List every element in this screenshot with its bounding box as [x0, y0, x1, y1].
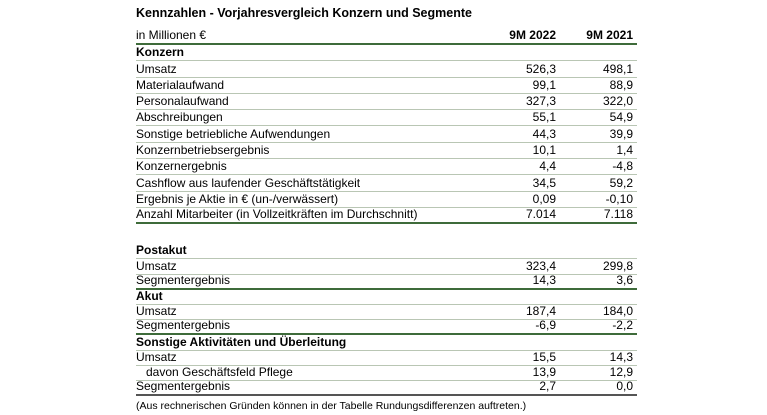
table-row	[136, 143, 637, 159]
value-9m-2021: 322,0	[602, 94, 633, 109]
section-title: Sonstige Aktivitäten und Überleitung	[136, 334, 347, 349]
table-row	[136, 320, 637, 335]
row-label: Segmentergebnis	[136, 272, 231, 287]
section-title: Akut	[136, 289, 163, 304]
value-9m-2021: 3,6	[616, 272, 633, 287]
value-9m-2022: 10,1	[532, 143, 556, 158]
value-9m-2022: 0,09	[532, 191, 556, 206]
row-label: Materialaufwand	[136, 77, 225, 92]
value-9m-2022: 34,5	[532, 175, 556, 190]
value-9m-2022: 526,3	[525, 61, 556, 76]
row-label: Segmentergebnis	[136, 318, 231, 333]
table-row	[136, 208, 637, 224]
value-9m-2022: -6,9	[535, 318, 556, 333]
section-header	[136, 45, 637, 61]
value-9m-2021: -4,8	[612, 159, 633, 174]
value-9m-2021: 14,3	[609, 349, 633, 364]
value-9m-2022: 187,4	[525, 304, 556, 319]
value-9m-2022: 13,9	[532, 364, 556, 379]
row-label: Konzernergebnis	[136, 159, 227, 174]
table-row	[136, 126, 637, 142]
value-9m-2021: 0,0	[616, 379, 633, 394]
table-row	[136, 381, 637, 396]
row-label: Personalaufwand	[136, 94, 229, 109]
row-label: Cashflow aus laufender Geschäftstätigkeit	[136, 175, 361, 190]
unit-label: in Millionen €	[136, 28, 207, 42]
key-figures-table	[136, 4, 637, 412]
section-header	[136, 290, 637, 305]
table-row	[136, 94, 637, 110]
value-9m-2021: 39,9	[609, 126, 633, 141]
table-row	[136, 61, 637, 77]
row-label: Abschreibungen	[136, 110, 223, 125]
row-label: davon Geschäftsfeld Pflege	[146, 364, 293, 379]
row-label: Umsatz	[136, 258, 177, 273]
table-row	[136, 175, 637, 191]
value-9m-2022: 2,7	[539, 379, 556, 394]
value-9m-2022: 327,3	[525, 94, 556, 109]
section-header	[136, 335, 637, 350]
row-label: Umsatz	[136, 304, 177, 319]
value-9m-2021: -0,10	[605, 191, 633, 206]
row-label: Ergebnis je Aktie in € (un-/verwässert)	[136, 191, 339, 206]
row-label: Umsatz	[136, 61, 177, 76]
value-9m-2022: 323,4	[525, 258, 556, 273]
row-label: Konzernbetriebsergebnis	[136, 143, 270, 158]
value-9m-2022: 44,3	[532, 126, 556, 141]
value-9m-2022: 55,1	[532, 110, 556, 125]
row-label: Segmentergebnis	[136, 379, 231, 394]
value-9m-2021: 184,0	[602, 304, 633, 319]
row-label: Umsatz	[136, 349, 177, 364]
section-title: Konzern	[136, 45, 184, 60]
value-9m-2021: 7.118	[603, 207, 633, 222]
value-9m-2021: 88,9	[609, 77, 633, 92]
footnote: (Aus rechnerischen Gründen können in der Tabelle Rundungsdifferenzen auftreten.)	[136, 400, 527, 413]
table-header	[136, 24, 637, 45]
row-label: Sonstige betriebliche Aufwendungen	[136, 126, 331, 141]
value-9m-2021: 498,1	[602, 61, 633, 76]
section-gap	[136, 224, 637, 244]
table-row	[136, 351, 637, 366]
value-9m-2022: 15,5	[532, 349, 556, 364]
table-body	[136, 45, 637, 396]
row-label: Anzahl Mitarbeiter (in Vollzeitkräften im Durchschnitt)	[136, 207, 418, 222]
section-header	[136, 244, 637, 259]
value-9m-2021: 54,9	[609, 110, 633, 125]
value-9m-2022: 14,3	[532, 272, 556, 287]
table-row	[136, 159, 637, 175]
column-header-9m-2022: 9M 2022	[509, 28, 556, 42]
value-9m-2021: 59,2	[609, 175, 633, 190]
value-9m-2022: 99,1	[532, 77, 556, 92]
value-9m-2021: 12,9	[609, 364, 633, 379]
column-header-9m-2021: 9M 2021	[586, 28, 633, 42]
table-title: Kennzahlen - Vorjahresvergleich Konzern und Segmente	[136, 6, 472, 20]
table-row	[136, 192, 637, 208]
table-row	[136, 110, 637, 126]
value-9m-2021: -2,2	[612, 318, 633, 333]
value-9m-2021: 1,4	[616, 143, 633, 158]
section-title: Postakut	[136, 243, 187, 258]
value-9m-2021: 299,8	[602, 258, 633, 273]
value-9m-2022: 4,4	[539, 159, 556, 174]
table-row	[136, 78, 637, 94]
value-9m-2022: 7.014	[525, 207, 556, 222]
table-row	[136, 272, 637, 290]
